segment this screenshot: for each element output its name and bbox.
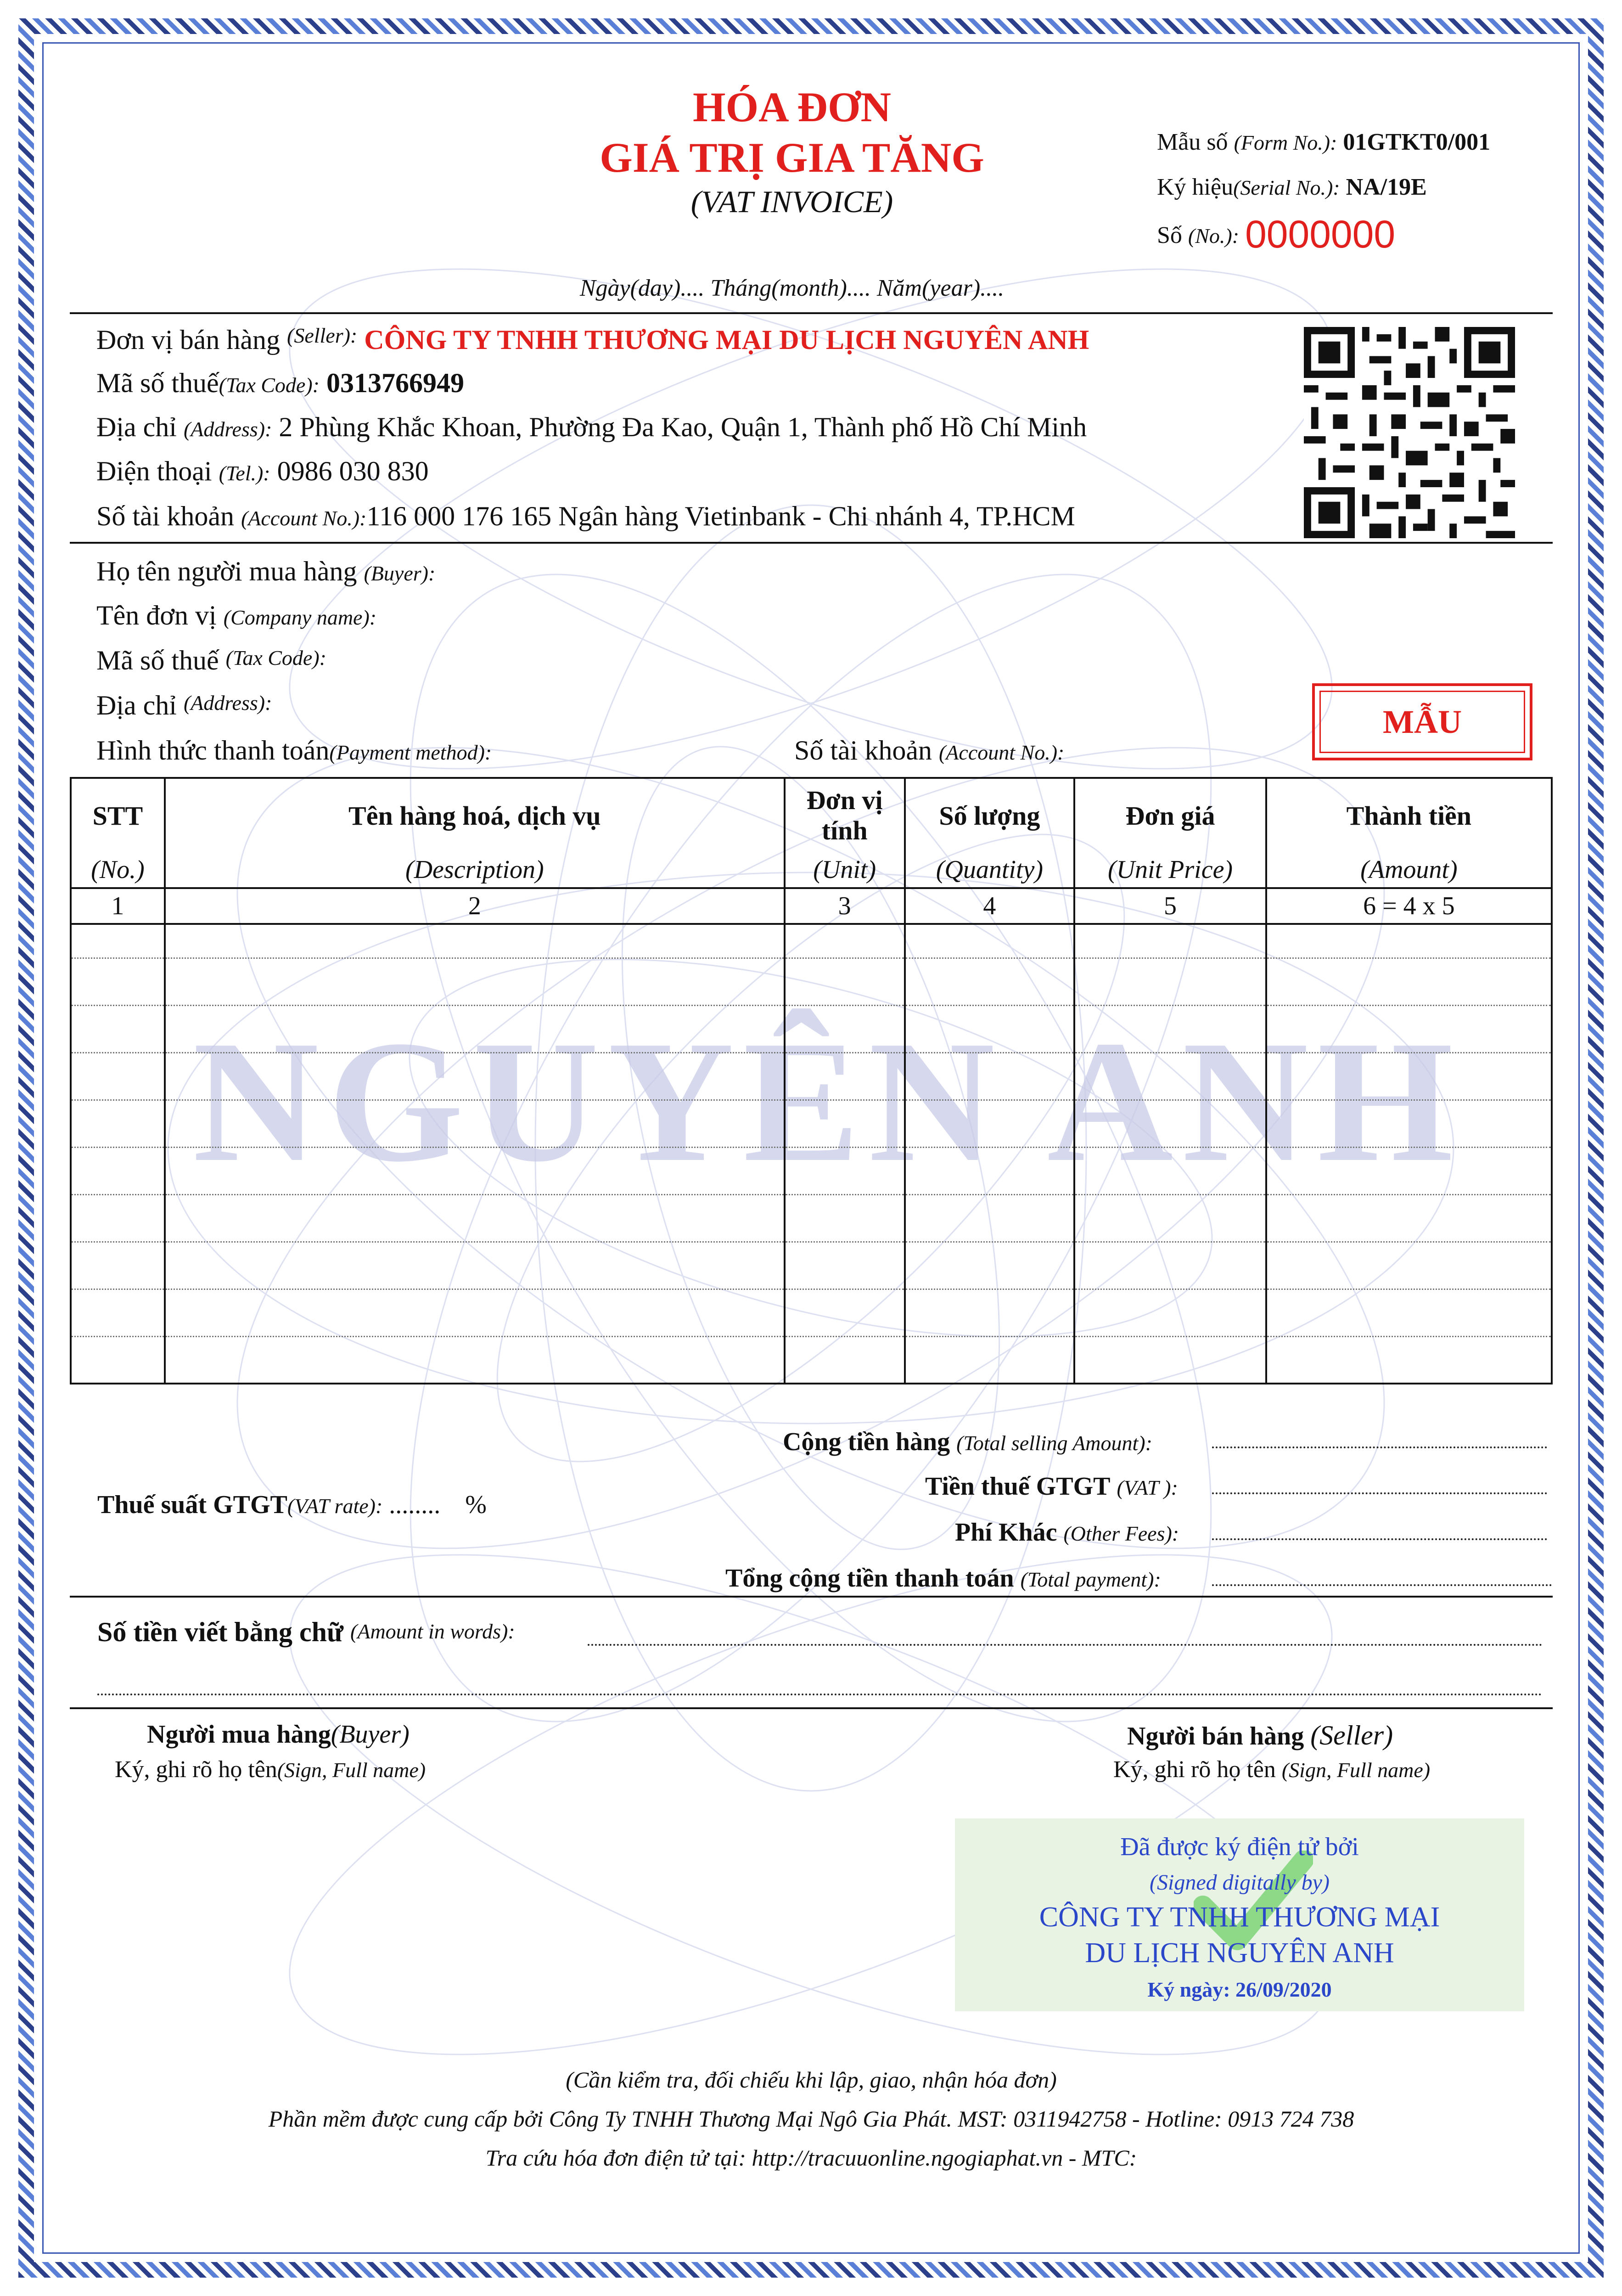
col-header-description-en: (Description) — [165, 852, 785, 888]
vat-amount-row: Tiền thuế GTGT (VAT ): — [925, 1472, 1178, 1501]
title-line1: HÓA ĐƠN — [693, 84, 891, 130]
column-number-row — [71, 888, 1552, 924]
buyer-tax-row: Mã số thuế (Tax Code): — [96, 645, 326, 675]
seller-tax-row: Mã số thuế(Tax Code): 0313766949 — [96, 368, 464, 398]
table-cell — [165, 1052, 785, 1100]
title-line3: (VAT INVOICE) — [690, 184, 893, 219]
col-header-amount-en: (Amount) — [1266, 852, 1552, 888]
table-cell — [1074, 1194, 1266, 1242]
table-cell — [785, 1194, 905, 1242]
table-cell — [785, 924, 905, 958]
table-cell — [165, 1336, 785, 1384]
other-fees-row: Phí Khác (Other Fees): — [955, 1518, 1179, 1547]
col-num-3: 3 — [785, 888, 905, 924]
col-header-stt: STT — [71, 778, 165, 852]
digital-signature-box — [955, 1818, 1524, 2011]
table-cell — [1266, 1005, 1552, 1052]
serial-number: Ký hiệu(Serial No.): NA/19E — [1157, 174, 1427, 200]
table-cell — [1266, 1100, 1552, 1147]
divider-2 — [70, 542, 1553, 544]
seller-signature-sub: Ký, ghi rõ họ tên (Sign, Full name) — [1113, 1756, 1431, 1783]
sample-stamp-text: MẪU — [1319, 691, 1525, 753]
seller-phone-row: Điện thoại (Tel.): 0986 030 830 — [96, 456, 429, 486]
table-cell — [785, 1336, 905, 1384]
table-cell — [71, 1194, 165, 1242]
table-cell — [1266, 1289, 1552, 1336]
table-row — [71, 1194, 1552, 1242]
buyer-account-row: Số tài khoản (Account No.): — [794, 735, 1065, 765]
col-num-2: 2 — [165, 888, 785, 924]
digital-sign-line3: CÔNG TY TNHH THƯƠNG MẠI — [1039, 1902, 1440, 1933]
table-cell — [905, 958, 1075, 1005]
divider-1 — [70, 312, 1553, 314]
other-fees-dots — [1212, 1538, 1547, 1540]
table-row — [71, 1005, 1552, 1052]
table-cell — [1266, 1194, 1552, 1242]
col-header-stt-en: (No.) — [71, 852, 165, 888]
seller-account-row: Số tài khoản (Account No.):116 000 176 165 Ngân hàng Vietinbank - Chi nhánh 4, TP.HCM — [96, 501, 1075, 531]
header-row-vi — [71, 778, 1552, 852]
table-cell — [1266, 1147, 1552, 1194]
col-header-unit: Đơn vị tính — [785, 778, 905, 852]
table-cell — [785, 1005, 905, 1052]
table-cell — [785, 1100, 905, 1147]
table-cell — [71, 1289, 165, 1336]
table-row — [71, 1289, 1552, 1336]
table-cell — [905, 1147, 1075, 1194]
digital-sign-date: Ký ngày: 26/09/2020 — [1147, 1978, 1332, 2001]
table-cell — [1074, 924, 1266, 958]
invoice-number: Số (No.): 0000000 — [1157, 213, 1396, 256]
table-cell — [785, 1289, 905, 1336]
footer-line3: Tra cứu hóa đơn điện tử tại: http://tracuuonline.ngogiaphat.vn - MTC: — [485, 2145, 1137, 2171]
buyer-payment-row: Hình thức thanh toán(Payment method): — [96, 735, 492, 765]
table-cell — [905, 924, 1075, 958]
col-header-quantity-en: (Quantity) — [905, 852, 1075, 888]
amount-in-words-dots-2 — [97, 1694, 1543, 1695]
qr-code — [1304, 327, 1515, 538]
table-cell — [165, 1289, 785, 1336]
table-cell — [905, 1052, 1075, 1100]
table-cell — [71, 958, 165, 1005]
table-row — [71, 1242, 1552, 1289]
table-cell — [1074, 1336, 1266, 1384]
amount-in-words-dots-1 — [588, 1644, 1543, 1646]
table-cell — [1074, 958, 1266, 1005]
col-num-5: 5 — [1074, 888, 1266, 924]
divider-4 — [70, 1707, 1553, 1709]
amount-in-words-row: Số tiền viết bằng chữ (Amount in words): — [97, 1617, 515, 1647]
table-cell — [1074, 1289, 1266, 1336]
table-cell — [71, 1005, 165, 1052]
table-row — [71, 924, 1552, 958]
col-header-unit-price-en: (Unit Price) — [1074, 852, 1266, 888]
buyer-signature-title: Người mua hàng(Buyer) — [147, 1720, 410, 1749]
table-row — [71, 1147, 1552, 1194]
table-cell — [71, 1242, 165, 1289]
digital-sign-line4: DU LỊCH NGUYÊN ANH — [1085, 1937, 1394, 1969]
items-table — [70, 777, 1553, 1384]
table-cell — [905, 1289, 1075, 1336]
table-cell — [71, 1100, 165, 1147]
date-line: Ngày(day).... Tháng(month).... Năm(year).... — [579, 275, 1005, 301]
buyer-company-row: Tên đơn vị (Company name): — [96, 600, 377, 630]
table-cell — [1074, 1242, 1266, 1289]
table-row — [71, 1052, 1552, 1100]
table-cell — [1266, 1336, 1552, 1384]
table-cell — [1266, 958, 1552, 1005]
table-cell — [1074, 1005, 1266, 1052]
table-cell — [165, 924, 785, 958]
table-cell — [165, 958, 785, 1005]
vat-rate-row: Thuế suất GTGT(VAT rate): ........ % — [97, 1491, 487, 1519]
col-header-amount: Thành tiền — [1266, 778, 1552, 852]
table-cell — [905, 1336, 1075, 1384]
table-cell — [905, 1005, 1075, 1052]
table-cell — [165, 1005, 785, 1052]
title-line2: GIÁ TRỊ GIA TĂNG — [600, 134, 984, 181]
table-cell — [165, 1100, 785, 1147]
table-cell — [165, 1242, 785, 1289]
subtotal-row: Cộng tiền hàng (Total selling Amount): — [783, 1428, 1152, 1456]
form-number: Mẫu số (Form No.): 01GTKT0/001 — [1157, 129, 1491, 155]
table-cell — [71, 1052, 165, 1100]
col-header-quantity: Số lượng — [905, 778, 1075, 852]
buyer-signature-sub: Ký, ghi rõ họ tên(Sign, Full name) — [115, 1756, 426, 1783]
table-cell — [785, 1147, 905, 1194]
col-num-4: 4 — [905, 888, 1075, 924]
seller-name-row: Đơn vị bán hàng $^{(Seller):}$ CÔNG TY TNHH THƯƠNG MẠI DU LỊCH NGUYÊN ANH — [96, 324, 1089, 355]
table-row — [71, 958, 1552, 1005]
table-cell — [1266, 1242, 1552, 1289]
table-cell — [1074, 1052, 1266, 1100]
col-num-6: 6 = 4 x 5 — [1266, 888, 1552, 924]
table-cell — [1074, 1100, 1266, 1147]
col-header-description: Tên hàng hoá, dịch vụ — [165, 778, 785, 852]
watermark-text: NGUYÊN ANH — [193, 1005, 1463, 1198]
table-cell — [785, 1242, 905, 1289]
total-payment-dots — [1212, 1584, 1552, 1586]
table-cell — [905, 1194, 1075, 1242]
table-row — [71, 1100, 1552, 1147]
table-cell — [71, 924, 165, 958]
table-cell — [165, 1194, 785, 1242]
col-header-unit-price: Đơn giá — [1074, 778, 1266, 852]
footer-line1: (Cần kiểm tra, đối chiếu khi lập, giao, nhận hóa đơn) — [566, 2067, 1057, 2093]
seller-address-row: Địa chỉ (Address): 2 Phùng Khắc Khoan, Phường Đa Kao, Quận 1, Thành phố Hồ Chí Minh — [96, 412, 1087, 442]
table-cell — [71, 1147, 165, 1194]
table-cell — [1266, 924, 1552, 958]
digital-sign-line1: Đã được ký điện tử bởi — [1120, 1833, 1359, 1861]
sample-stamp — [1312, 683, 1532, 760]
table-cell — [785, 1052, 905, 1100]
table-cell — [785, 958, 905, 1005]
table-cell — [1074, 1147, 1266, 1194]
divider-3 — [70, 1596, 1553, 1598]
buyer-address-row: Địa chỉ (Address): — [96, 690, 272, 720]
footer-line2: Phần mềm được cung cấp bởi Công Ty TNHH Thương Mại Ngô Gia Phát. MST: 0311942758 - Hotline: 0913 724 738 — [268, 2106, 1354, 2132]
subtotal-dots — [1212, 1446, 1547, 1448]
table-cell — [905, 1100, 1075, 1147]
total-payment-row: Tổng cộng tiền thanh toán (Total payment): — [725, 1564, 1161, 1593]
seller-signature-title: Người bán hàng (Seller) — [1127, 1720, 1393, 1750]
digital-sign-line2: (Signed digitally by) — [1150, 1870, 1330, 1895]
col-num-1: 1 — [71, 888, 165, 924]
buyer-name-row: Họ tên người mua hàng (Buyer): — [96, 556, 436, 586]
table-cell — [905, 1242, 1075, 1289]
vat-amount-dots — [1212, 1492, 1547, 1494]
table-cell — [165, 1147, 785, 1194]
item-rows — [71, 924, 1552, 1384]
table-row — [71, 1336, 1552, 1384]
table-cell — [71, 1336, 165, 1384]
col-header-unit-en: (Unit) — [785, 852, 905, 888]
table-cell — [1266, 1052, 1552, 1100]
header-row-en — [71, 852, 1552, 888]
